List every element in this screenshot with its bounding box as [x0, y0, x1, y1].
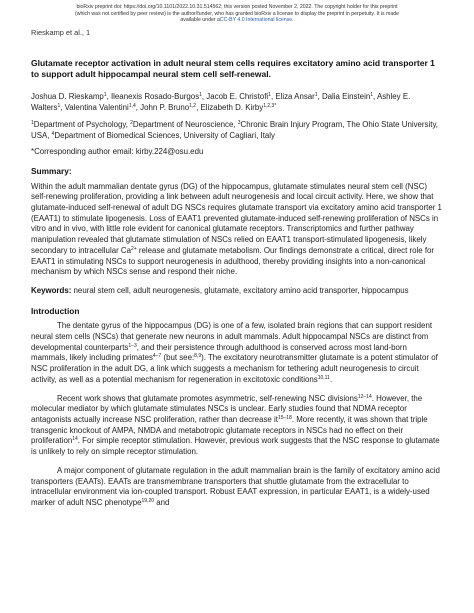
keywords-label: Keywords: — [31, 285, 72, 295]
banner-line-3-prefix: available under a — [180, 17, 220, 24]
keywords — [31, 286, 443, 297]
paragraph-text: A major component of glutamate regulation in the adult mammalian brain is the family of excitatory amino acid transporters (EAATs). EAATs are transmembrane transporters that shuttle glutamate from the extracellular to intracellular environment via ion-coupled transport. Robust EAAT expression, in particular EAAT1, is a widely-used marker of adult NSC phenotype — [31, 465, 440, 507]
author-name: , Elizabeth D. Kirby — [196, 103, 264, 113]
citation: 4–7 — [152, 353, 162, 360]
author-affiliation-mark: 1 — [103, 92, 107, 99]
banner-line-1: bioRxiv preprint doi: https://doi.org/10.1101/2022.10.31.514562; this version posted November 2, 2022. The copyright holder for this preprint — [76, 4, 398, 10]
author-name: , Ileanexis Rosado-Burgos — [106, 92, 200, 102]
paper-body — [31, 58, 443, 517]
author-affiliation-mark: 1,2 — [189, 103, 197, 110]
author-affiliation-mark: 1 — [314, 92, 318, 99]
license-link[interactable]: CC-BY 4.0 International license — [219, 17, 293, 24]
paragraph-text: . More recently, it was shown that triple transgenic knockout of AMPA, NMDA and metabotropic glutamate receptors in NSCs had no effect on their proliferation — [31, 414, 428, 446]
affiliation-mark: 4 — [51, 130, 55, 137]
paragraph-text: Recent work shows that glutamate promotes asymmetric, self-renewing NSC divisions — [57, 393, 358, 403]
banner-line-3 — [0, 17, 474, 24]
intro-paragraph-3 — [31, 466, 443, 509]
summary-body: release and glutamate metabolism. Our findings demonstrate a critical, direct role for EAAT1 in stimulating NSCs to support neurogenesis in adulthood, thereby providing insights into a non-canonical mechanism by which NSCs sense and respond their niche. — [31, 245, 435, 277]
banner-line-3-suffix: . — [292, 17, 294, 24]
superscript: 2+ — [131, 245, 137, 252]
author-affiliation-mark: 1 — [57, 103, 61, 110]
citation: 14 — [72, 436, 78, 443]
intro-paragraph-1 — [31, 321, 443, 385]
paragraph-text: , and their persistence through adulthood is conserved across most land-born mammals, likely including primates — [31, 342, 407, 363]
corresponding-author: *Corresponding author email: kirby.224@osu.edu — [31, 147, 204, 157]
affiliation-text: Department of Biomedical Sciences, University of Cagliari, Italy — [54, 130, 275, 140]
summary-text — [31, 182, 443, 278]
affiliation-mark: 2 — [130, 119, 133, 126]
author-name: , Dalia Einstein — [317, 92, 371, 102]
paragraph-text: . — [329, 374, 333, 384]
affiliation-text: Department of Neuroscience, — [132, 119, 238, 129]
author-name: Joshua D. Rieskamp — [31, 92, 104, 102]
author-affiliation-mark: 1 — [199, 92, 202, 99]
running-head: Rieskamp et al., 1 — [31, 28, 91, 37]
citation: 1–3 — [128, 342, 137, 349]
author-name: , Jacob E. Christofi — [201, 92, 269, 102]
keywords-text: neural stem cell, adult neurogenesis, glutamate, excitatory amino acid transporter, hippocampus — [71, 285, 409, 295]
author-name: , Ashley E. Walters — [31, 92, 411, 113]
paragraph-text: The dentate gyrus of the hippocampus (DG) is one of a few, isolated brain regions that can support resident neural stem cells (NSCs) that generate new neurons in adult mammals. Adult hippocampal NSCs are distinct from developmental counterparts — [31, 321, 433, 352]
author-name: , Valentina Valentini — [60, 103, 129, 113]
citation: 15–18 — [277, 414, 292, 421]
citation: 19,20 — [141, 497, 155, 504]
affiliation-mark: 1 — [31, 119, 34, 126]
preprint-banner — [0, 4, 474, 24]
affiliation-mark: 3 — [237, 119, 241, 126]
citation: 12–14 — [357, 393, 372, 400]
author-affiliation-mark: 1 — [268, 92, 271, 99]
summary-heading: Summary: — [31, 165, 72, 176]
paragraph-text: . However, the molecular mediator by which glutamate stimulates NSCs is unclear. Early studies found that NDMA receptor antagonists actually increase NSC proliferation, rather than decrease it — [31, 393, 423, 424]
paragraph-text: ). The excitatory neurotransmitter glutamate is a potent stimulator of NSC proliferation in the adult DG, a link which suggests a mechanism for tethering adult neurogenesis to circuit activity, as well as a potential mechanism for regeneration in excitotoxic conditions — [31, 353, 438, 384]
paragraph-text: and — [154, 497, 170, 507]
citation: 10,11 — [317, 374, 330, 381]
banner-line-2: (which was not certified by peer review) is the author/funder, who has granted bioRxiv a license to display the preprint in perpetuity. It is made — [75, 10, 399, 17]
author-affiliation-mark: 1 — [370, 92, 373, 99]
author-list — [31, 92, 443, 113]
intro-paragraph-2 — [31, 394, 443, 458]
paragraph-text: . For simple receptor stimulation. However, previous work suggests that the NSC response to glutamate is unlikely to rely on simple receptor stimulation. — [31, 436, 440, 457]
author-name: , Eliza Ansar — [270, 92, 315, 102]
author-affiliation-mark: 1,2,3* — [263, 103, 277, 110]
author-affiliation-mark: 1,4 — [128, 103, 136, 110]
affiliations — [31, 120, 443, 141]
author-name: , John P. Bruno — [135, 103, 190, 113]
summary-body: Within the adult mammalian dentate gyrus (DG) of the hippocampus, glutamate stimulates neural stem cell (NSC) self-renewing proliferation, providing a link between adult neurogenesis and local circuit activity. Here, we show that glutamate-induced self-renewal of adult DG NSCs requires glutamate transport via excitatory amino acid transporter 1 (EAAT1) to stimulate lipogenesis. Loss of EAAT1 prevented glutamate-induced self-renewing proliferation of NSCs in vitro and in vivo, with little role evident for canonical glutamate receptors. Transcriptomics and further pathway manipulation revealed that glutamate stimulation of NSCs relied on EAAT1 transport-stimulated lipogenesis, likely secondary to intracellular Ca — [31, 181, 442, 255]
paragraph-text: (but see: — [161, 353, 195, 363]
affiliation-text: Chronic Brain Injury Program, The Ohio State University, USA, — [31, 119, 439, 140]
paper-title: Glutamate receptor activation in adult neural stem cells requires excitatory amino acid transporter 1 to support adult hippocampal neural stem cell self-renewal. — [31, 58, 435, 80]
affiliation-text: Department of Psychology, — [33, 119, 131, 129]
citation: 8,9 — [194, 353, 202, 360]
introduction-heading: Introduction — [31, 305, 80, 316]
